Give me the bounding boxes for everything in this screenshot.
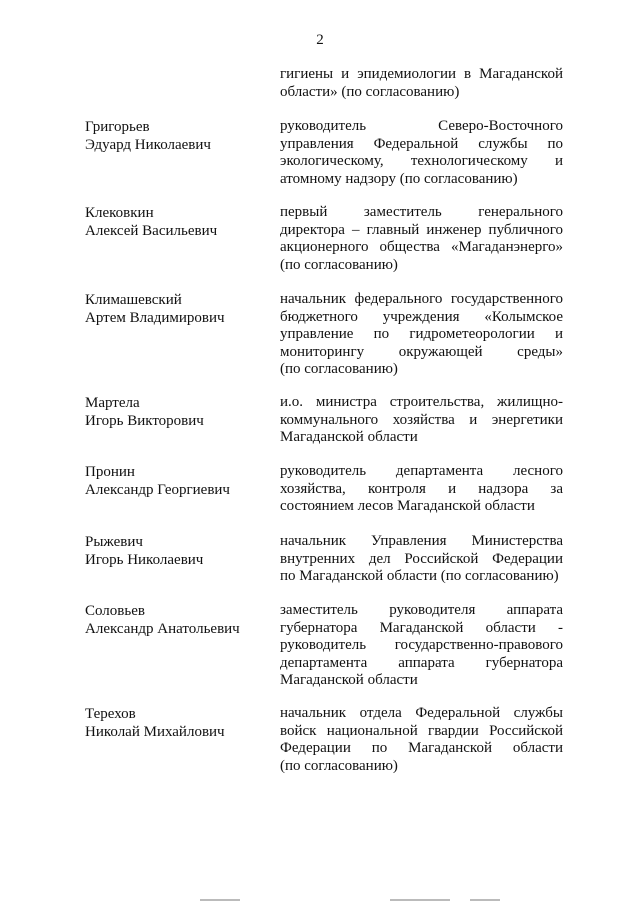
- member-given-name: Александр Георгиевич: [85, 482, 230, 498]
- member-given-name: Николай Михайлович: [85, 724, 225, 740]
- position-line: состоянием лесов Магаданской области: [280, 498, 535, 515]
- member-surname: Терехов: [85, 706, 136, 722]
- member-surname: Соловьев: [85, 603, 145, 619]
- member-position: [280, 602, 563, 690]
- position-line: внутренних дел Российской Федерации: [280, 550, 563, 567]
- position-line: первый заместитель генерального: [280, 204, 563, 220]
- member-given-name: Игорь Викторович: [85, 413, 204, 429]
- position-line: руководитель Северо-Восточного: [280, 118, 563, 134]
- position-line: Федерации по Магаданской области: [280, 740, 563, 757]
- position-line: войск национальной гвардии Российской: [280, 722, 563, 739]
- member-name: [85, 602, 275, 638]
- member-position: [280, 118, 563, 188]
- member-surname: Григорьев: [85, 119, 150, 135]
- position-line: начальник Управления Министерства: [280, 533, 563, 549]
- member-given-name: Эдуард Николаевич: [85, 137, 211, 153]
- position-line: области» (по согласованию): [280, 83, 460, 100]
- position-line: (по согласованию): [280, 256, 398, 273]
- member-given-name: Игорь Николаевич: [85, 552, 204, 568]
- position-line: Магаданской области: [280, 672, 418, 689]
- member-surname: Мартела: [85, 395, 140, 411]
- member-given-name: Александр Анатольевич: [85, 621, 240, 637]
- member-name: [85, 463, 275, 499]
- continued-position-text: [280, 66, 563, 101]
- position-line: (по согласованию): [280, 757, 398, 774]
- position-line: управления Федеральной службы по: [280, 135, 563, 152]
- position-line: заместитель руководителя аппарата: [280, 602, 563, 618]
- member-position: [280, 463, 563, 516]
- position-line: директора – главный инженер публичного: [280, 221, 563, 238]
- position-line: начальник федерального государственного: [280, 291, 563, 307]
- position-line: Магаданской области: [280, 429, 418, 446]
- member-name: [85, 118, 275, 154]
- position-line: экологическому, технологическому и: [280, 153, 563, 170]
- position-line: атомному надзору (по согласованию): [280, 170, 518, 187]
- position-line: гигиены и эпидемиологии в Магаданской: [280, 66, 563, 82]
- position-line: руководитель государственно-правового: [280, 637, 563, 654]
- position-line: губернатора Магаданской области -: [280, 619, 563, 636]
- member-surname: Климашевский: [85, 292, 182, 308]
- position-line: по Магаданской области (по согласованию): [280, 568, 559, 585]
- position-line: хозяйства, контроля и надзора за: [280, 480, 563, 497]
- scan-artifact: [200, 899, 240, 901]
- member-position: [280, 394, 563, 447]
- member-given-name: Алексей Васильевич: [85, 223, 218, 239]
- member-surname: Пронин: [85, 464, 135, 480]
- position-line: (по согласованию): [280, 361, 398, 378]
- position-line: и.о. министра строительства, жилищно-: [280, 394, 563, 410]
- member-position: [280, 533, 563, 586]
- position-line: руководитель департамента лесного: [280, 463, 563, 479]
- position-line: акционерного общества «Магаданэнерго»: [280, 239, 563, 256]
- member-position: [280, 705, 563, 775]
- position-line: департамента аппарата губернатора: [280, 654, 563, 671]
- scan-artifact: [470, 899, 500, 901]
- member-name: [85, 204, 275, 240]
- member-surname: Рыжевич: [85, 534, 143, 550]
- position-line: мониторингу окружающей среды»: [280, 343, 563, 360]
- member-surname: Клековкин: [85, 205, 154, 221]
- member-position: [280, 291, 563, 379]
- member-name: [85, 394, 275, 430]
- position-line: начальник отдела Федеральной службы: [280, 705, 563, 721]
- position-line: бюджетного учреждения «Колымское: [280, 308, 563, 325]
- member-position: [280, 204, 563, 274]
- member-given-name: Артем Владимирович: [85, 310, 225, 326]
- position-line: коммунального хозяйства и энергетики: [280, 411, 563, 428]
- page-number: 2: [316, 32, 324, 48]
- member-name: [85, 291, 275, 327]
- member-name: [85, 533, 275, 569]
- member-name: [85, 705, 275, 741]
- position-line: управление по гидрометеорологии и: [280, 326, 563, 343]
- scan-artifact: [390, 899, 450, 901]
